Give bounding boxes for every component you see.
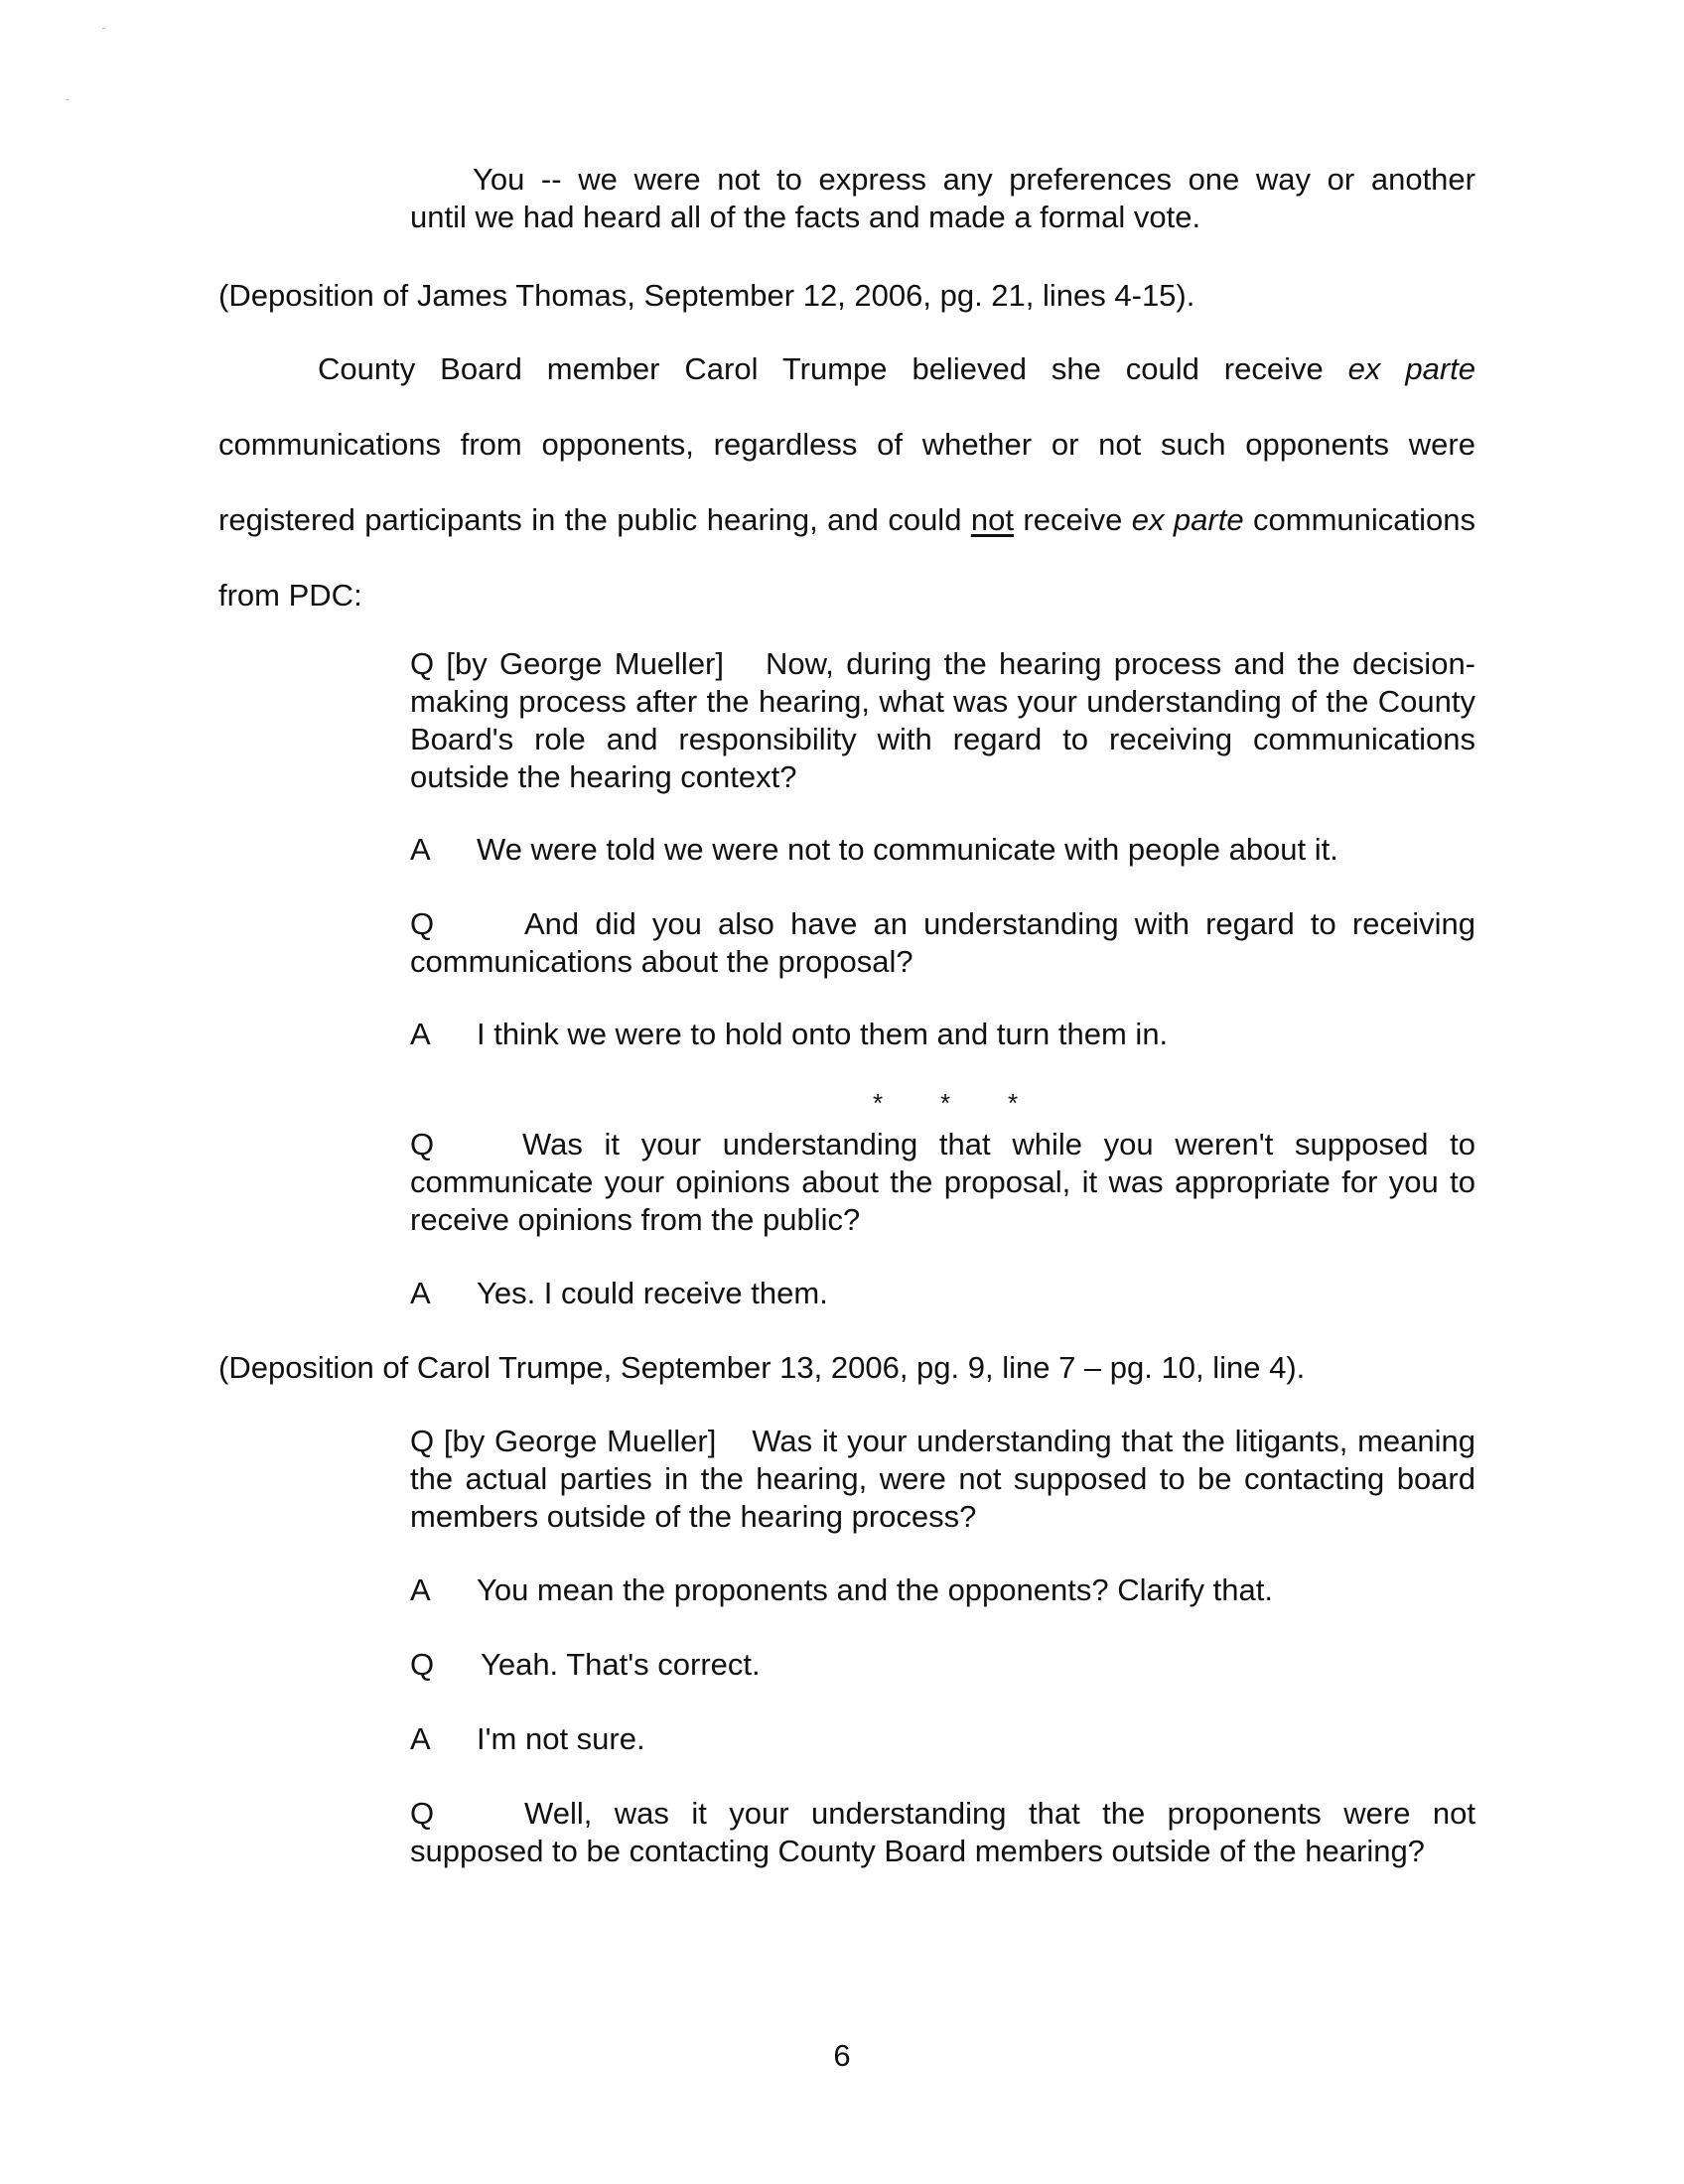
paragraph-text: receive: [1013, 502, 1132, 537]
qa-question: [410, 1423, 1475, 1536]
paragraph-text: County Board member Carol Trumpe believed she could receive: [318, 351, 1348, 386]
star: *: [1007, 1088, 1019, 1118]
qa-answer: [410, 831, 1475, 869]
qa-question: [410, 1795, 1475, 1870]
qa-label: Q [by George Mueller]: [410, 646, 724, 681]
paragraph-underlined: not: [970, 502, 1014, 537]
paragraph-italic: ex parte: [1131, 502, 1244, 537]
qa-text: We were told we were not to communicate with people about it.: [477, 832, 1338, 867]
qa-text: Yes. I could receive them.: [477, 1276, 828, 1310]
qa-label: A: [410, 1276, 431, 1310]
qa-label: A: [410, 1017, 431, 1051]
qa-text: Was it your understanding that while you weren't supposed to communicate your opinions about the proposal, it was appropriate for you to receive opinions from the public?: [410, 1127, 1475, 1237]
ellipsis-stars: [844, 1088, 1047, 1118]
qa-question: [410, 645, 1475, 796]
opening-quote: [410, 161, 1475, 236]
qa-text: I'm not sure.: [477, 1721, 645, 1756]
paragraph-text: communications from PDC:: [218, 502, 1475, 613]
qa-answer: [410, 1571, 1475, 1609]
opening-quote-line-2: until we had heard all of the facts and made a formal vote.: [410, 200, 1201, 234]
qa-label: Q: [410, 1796, 435, 1831]
qa-question: [410, 1646, 1475, 1684]
qa-text: Was it your understanding that the litigants, meaning the actual parties in the hearing, were not supposed to be contacting board members outside of the hearing process?: [410, 1424, 1475, 1534]
qa-answer: [410, 1720, 1475, 1758]
star: *: [939, 1088, 951, 1118]
qa-text: Yeah. That's correct.: [481, 1647, 761, 1682]
paragraph-text: communications from opponents, regardless of whether or not such opponents were registered participants in the public hearing, and could: [218, 427, 1475, 537]
scan-speck: [102, 28, 105, 29]
qa-text: Now, during the hearing process and the decision-making process after the hearing, what was your understanding of the County Board's role and responsibility with regard to receiving communications outside the hearing context?: [410, 646, 1476, 794]
paragraph-italic: ex parte: [1347, 351, 1475, 386]
qa-label: A: [410, 1721, 431, 1756]
scan-speck: [66, 99, 69, 100]
qa-answer: [410, 1016, 1475, 1053]
body-paragraph: [218, 332, 1475, 633]
qa-label: Q: [410, 1127, 435, 1161]
opening-quote-line-1: You -- we were not to express any preferences one way or another: [473, 162, 1475, 197]
qa-text: And did you also have an understanding with regard to receiving communications about the proposal?: [410, 906, 1475, 979]
citation-trumpe: (Deposition of Carol Trumpe, September 13, 2006, pg. 9, line 7 – pg. 10, line 4).: [218, 1350, 1306, 1385]
qa-question: [410, 905, 1475, 981]
qa-text: Well, was it your understanding that the proponents were not supposed to be contacting County Board members outside of the hearing?: [410, 1796, 1475, 1868]
citation-thomas: (Deposition of James Thomas, September 12, 2006, pg. 21, lines 4-15).: [218, 278, 1195, 313]
qa-label: A: [410, 1572, 431, 1607]
qa-question: [410, 1126, 1475, 1239]
qa-answer: [410, 1275, 1475, 1312]
qa-label: A: [410, 832, 431, 867]
page-number: 6: [833, 2038, 851, 2073]
qa-label: Q: [410, 906, 435, 941]
qa-label: Q: [410, 1647, 435, 1682]
star: *: [872, 1088, 884, 1118]
qa-text: I think we were to hold onto them and turn them in.: [477, 1017, 1169, 1051]
qa-text: You mean the proponents and the opponents? Clarify that.: [477, 1572, 1273, 1607]
qa-label: Q [by George Mueller]: [410, 1424, 717, 1458]
